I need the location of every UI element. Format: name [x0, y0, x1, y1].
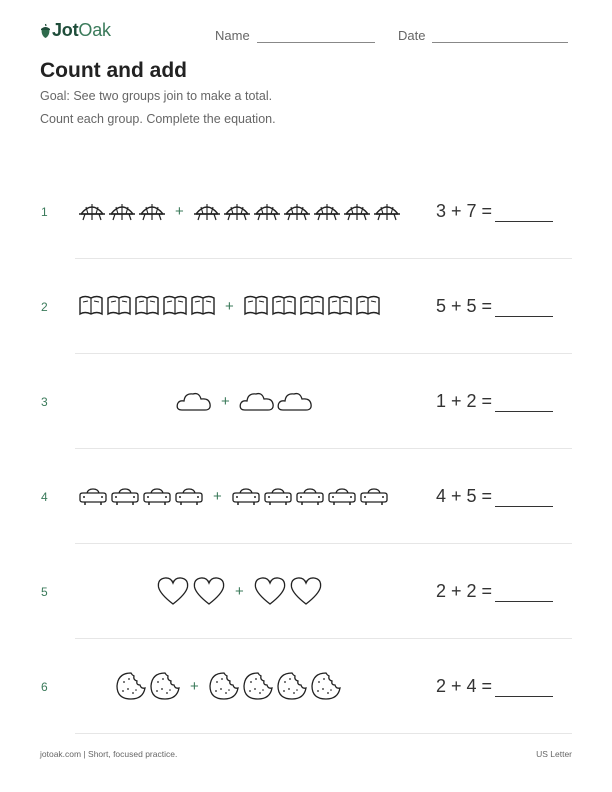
heart-icon [156, 576, 190, 606]
book-icon [327, 295, 353, 317]
plus-sign: + [225, 297, 234, 315]
row-divider [75, 543, 572, 544]
brand-logo [40, 20, 111, 41]
equation [436, 581, 553, 602]
answer-blank[interactable] [495, 298, 553, 317]
plus-sign: + [213, 487, 222, 505]
footer-paper-size: US Letter [536, 749, 572, 759]
book-icon [190, 295, 216, 317]
heart-icon [192, 576, 226, 606]
cookie-icon [208, 671, 240, 701]
book-icon [271, 295, 297, 317]
cookie-icon [149, 671, 181, 701]
book-icon [243, 295, 269, 317]
equation-text: 4 + 5 = [436, 486, 493, 506]
date-field[interactable] [398, 28, 568, 43]
equation [436, 676, 553, 697]
umbrella-icon [283, 200, 311, 222]
book-icon [106, 295, 132, 317]
problem-number: 1 [41, 205, 48, 219]
instructions-text: Count each group. Complete the equation. [40, 112, 276, 126]
umbrella-icon [223, 200, 251, 222]
problem-row [0, 293, 612, 388]
car-icon [327, 486, 357, 506]
page-title: Count and add [40, 59, 187, 82]
answer-blank[interactable] [495, 583, 553, 602]
name-label: Name [215, 28, 250, 43]
problem-row [0, 198, 612, 293]
heart-icon [289, 576, 323, 606]
answer-blank[interactable] [495, 393, 553, 412]
equation [436, 391, 553, 412]
object-groups [176, 389, 315, 413]
umbrella-icon [373, 200, 401, 222]
plus-sign: + [175, 202, 184, 220]
footer-site: jotoak.com | Short, focused practice. [40, 749, 178, 759]
goal-text: Goal: See two groups join to make a total. [40, 89, 273, 103]
object-groups [78, 294, 383, 318]
object-groups [156, 579, 325, 603]
problem-number: 5 [41, 585, 48, 599]
umbrella-icon [108, 200, 136, 222]
car-icon [78, 486, 108, 506]
row-divider [75, 353, 572, 354]
problem-row [0, 578, 612, 673]
cookie-icon [276, 671, 308, 701]
umbrella-icon [193, 200, 221, 222]
date-label: Date [398, 28, 426, 43]
car-icon [359, 486, 389, 506]
row-divider [75, 448, 572, 449]
umbrella-icon [138, 200, 166, 222]
equation-text: 1 + 2 = [436, 391, 493, 411]
car-icon [142, 486, 172, 506]
heart-icon [253, 576, 287, 606]
book-icon [134, 295, 160, 317]
plus-sign: + [190, 677, 199, 695]
problem-number: 4 [41, 490, 48, 504]
cookie-icon [310, 671, 342, 701]
equation-text: 2 + 2 = [436, 581, 493, 601]
object-groups [115, 674, 344, 698]
plus-sign: + [221, 392, 230, 410]
book-icon [78, 295, 104, 317]
car-icon [174, 486, 204, 506]
equation-text: 2 + 4 = [436, 676, 493, 696]
car-icon [231, 486, 261, 506]
plus-sign: + [235, 582, 244, 600]
car-icon [295, 486, 325, 506]
answer-blank[interactable] [495, 203, 553, 222]
cloud-icon [239, 390, 275, 412]
row-divider [75, 638, 572, 639]
brand-name-part2: Oak [78, 20, 111, 40]
umbrella-icon [78, 200, 106, 222]
problem-number: 3 [41, 395, 48, 409]
object-groups [78, 199, 403, 223]
umbrella-icon [343, 200, 371, 222]
row-divider [75, 733, 572, 734]
cloud-icon [277, 390, 313, 412]
problem-number: 2 [41, 300, 48, 314]
umbrella-icon [253, 200, 281, 222]
problem-number: 6 [41, 680, 48, 694]
date-line[interactable] [432, 30, 568, 43]
answer-blank[interactable] [495, 678, 553, 697]
book-icon [162, 295, 188, 317]
problem-row [0, 388, 612, 483]
book-icon [299, 295, 325, 317]
brand-name-part1: Jot [52, 20, 79, 40]
problem-row [0, 483, 612, 578]
row-divider [75, 258, 572, 259]
answer-blank[interactable] [495, 488, 553, 507]
cloud-icon [176, 390, 212, 412]
name-line[interactable] [257, 30, 375, 43]
cookie-icon [115, 671, 147, 701]
acorn-icon [40, 23, 51, 39]
book-icon [355, 295, 381, 317]
equation-text: 5 + 5 = [436, 296, 493, 316]
equation [436, 486, 553, 507]
object-groups [78, 484, 391, 508]
equation-text: 3 + 7 = [436, 201, 493, 221]
car-icon [110, 486, 140, 506]
car-icon [263, 486, 293, 506]
cookie-icon [242, 671, 274, 701]
equation [436, 296, 553, 317]
umbrella-icon [313, 200, 341, 222]
header [40, 20, 572, 44]
name-field[interactable] [215, 28, 375, 43]
equation [436, 201, 553, 222]
